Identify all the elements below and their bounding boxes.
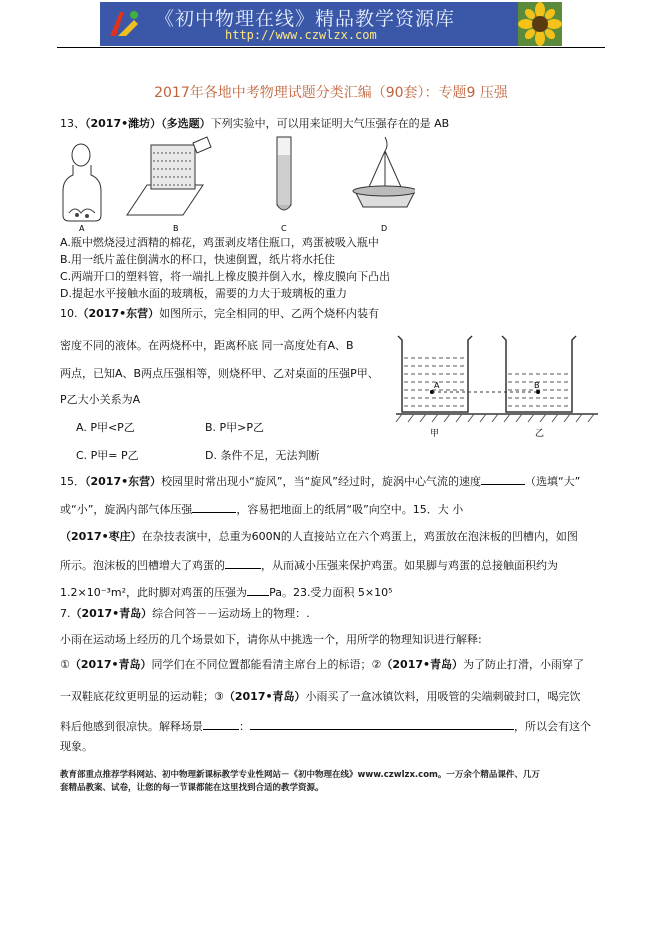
header-rule (57, 47, 605, 48)
q7-title: 综合问答－－运动场上的物理：. (152, 607, 310, 620)
q10-line3: 两点，已知A、B两点压强相等，则烧杯甲、乙对桌面的压强P甲、 (60, 367, 379, 380)
q13-source: （2017•潍坊） (85, 117, 162, 130)
q7-line5 (60, 718, 591, 734)
q15-number: 15． (60, 475, 85, 488)
q7-colon: ： (239, 720, 250, 733)
q10-beakers-figure (392, 330, 602, 450)
q13-option-b: B.用一纸片盖住倒满水的杯口，快速倒置，纸片将水托住 (60, 253, 336, 266)
q15-text1b: （选填“大” (524, 475, 581, 488)
q13-figures (55, 135, 415, 235)
q7-scene-3: 小雨买了一盒冰镇饮料，用吸管的尖端刺破封口，喝完饮 (305, 690, 581, 703)
q13-question: 下列实验中，可以用来证明大气压强存在的是 AB (210, 117, 450, 130)
q15-line1 (60, 473, 580, 489)
q7-line6: 现象。 (60, 740, 93, 753)
q7-source-4: （2017•青岛） (223, 690, 306, 703)
q7-scene-2: 为了防止打滑，小雨穿了 (463, 658, 585, 671)
q23-line2 (60, 557, 558, 573)
q15-text2a: 或“小”，旋涡内部气体压强 (60, 503, 193, 516)
beaker-yi-label: 乙 (535, 429, 545, 439)
q10-option-a: A. P甲<P乙 (76, 421, 135, 434)
figure-b-label: B (173, 224, 179, 233)
point-b-label: B (534, 381, 540, 390)
q15-text2b: ，容易把地面上的纸屑“吸”向空中。15．大 小 (236, 503, 464, 516)
beaker-jia-label: 甲 (430, 429, 440, 439)
figure-d-label: D (381, 224, 388, 233)
banner-url[interactable]: http://www.czwlzx.com (225, 28, 377, 42)
q23-source: （2017•枣庄） (60, 530, 142, 543)
q10-source: （2017•东营） (77, 307, 160, 320)
q13-option-a: A.瓶中燃烧浸过酒精的棉花，鸡蛋剥皮堵住瓶口，鸡蛋被吸入瓶中 (60, 236, 379, 249)
banner-title: 《初中物理在线》精品教学资源库 (155, 8, 456, 30)
q7-explain-prompt: 料后他感到很凉快。解释场景 (60, 720, 203, 733)
point-a-label: A (434, 381, 440, 390)
q7-marker-1: ① (60, 658, 70, 671)
q7-line3 (60, 658, 584, 672)
q10-line2: 密度不同的液体。在两烧杯中，距离杯底 同一高度处有A、B (60, 339, 354, 352)
q13-option-c: C.两端开口的塑料管，将一端扎上橡皮膜并倒入水，橡皮膜向下凸出 (60, 270, 391, 283)
q10-line1 (60, 307, 379, 321)
figure-c-label: C (281, 224, 287, 233)
q7-scene-1: 同学们在不同位置都能看清主席台上的标语；② (151, 658, 382, 671)
q15-source: （2017•东营） (85, 475, 162, 488)
q7-explain-suffix: ，所以会有这个 (514, 720, 591, 733)
q23-text2a: 所示。泡沫板的凹槽增大了鸡蛋的 (60, 559, 225, 572)
q15-text1: 校园里时常出现小“旋风”，当“旋风”经过时，旋涡中心气流的速度 (161, 475, 481, 488)
q23-text2b: ，从而减小压强来保护鸡蛋。如果脚与鸡蛋的总接触面积约为 (261, 559, 558, 572)
sunflower-icon (518, 2, 562, 46)
q7-number: 7. (60, 607, 71, 620)
q23-line1 (60, 530, 578, 544)
q10-number: 10. (60, 307, 78, 320)
q15-line2 (60, 501, 463, 517)
q7-source-2: （2017•青岛） (69, 658, 152, 671)
beaker-yi (502, 336, 576, 412)
q10-text: 如图所示，完全相同的甲、乙两个烧杯内装有 (159, 307, 380, 320)
q7-line4 (60, 690, 581, 704)
footer-line-1: 教育部重点推荐学科网站、初中物理新课标教学专业性网站－《初中物理在线》www.czwlzx.com。一万余个精品课件、几万 (60, 770, 540, 780)
q23-line3 (60, 584, 393, 600)
q10-option-c: C. P甲= P乙 (76, 449, 139, 462)
q10-option-d: D. 条件不足，无法判断 (205, 449, 320, 462)
q13-tag: （多选题） (161, 117, 211, 130)
figure-d-glass-plate (353, 137, 415, 207)
q7-scene-2-end: 一双鞋底花纹更明显的运动鞋；③ (60, 690, 224, 703)
figure-c-tube-membrane (277, 137, 291, 210)
q7-scene-blank[interactable] (203, 718, 239, 730)
q15-blank-1[interactable] (481, 473, 525, 485)
q13-number: 13、 (60, 117, 85, 130)
q23-blank-2[interactable] (247, 584, 269, 596)
q15-blank-2[interactable] (192, 501, 236, 513)
q13-stem (60, 117, 449, 131)
figure-a-bottle-egg (63, 144, 101, 221)
q10-option-b: B. P甲>P乙 (205, 421, 265, 434)
q7-line1 (60, 607, 310, 621)
figure-a-label: A (79, 224, 85, 233)
q23-blank-1[interactable] (225, 557, 261, 569)
q23-text3b: Pa。23.受力面积 5×10⁵ (269, 586, 393, 599)
site-logo-icon (104, 6, 144, 42)
footer-line-2: 套精品教案、试卷，让您的每一节课都能在这里找到合适的教学资源。 (60, 783, 324, 793)
q7-line2: 小雨在运动场上经历的几个场景如下，请你从中挑选一个，用所学的物理知识进行解释: (60, 633, 482, 646)
q13-option-d: D.提起水平接触水面的玻璃板，需要的力大于玻璃板的重力 (60, 287, 347, 300)
document-title: 2017年各地中考物理试题分类汇编（90套）：专题9 压强 (154, 85, 508, 101)
q7-source-3: （2017•青岛） (381, 658, 464, 671)
q10-line4: P乙大小关系为A (60, 393, 141, 406)
q23-text3a: 1.2×10⁻³m²，此时脚对鸡蛋的压强为 (60, 586, 248, 599)
beaker-jia (398, 336, 472, 412)
q7-explanation-blank[interactable] (250, 718, 514, 730)
header-banner (100, 2, 562, 46)
q23-text1: 在杂技表演中，总重为600N的人直接站立在六个鸡蛋上，鸡蛋放在泡沫板的凹槽内，如图 (141, 530, 578, 543)
figure-b-cup-paper (127, 137, 211, 215)
footer-note (60, 769, 630, 795)
q7-source: （2017•青岛） (70, 607, 153, 620)
